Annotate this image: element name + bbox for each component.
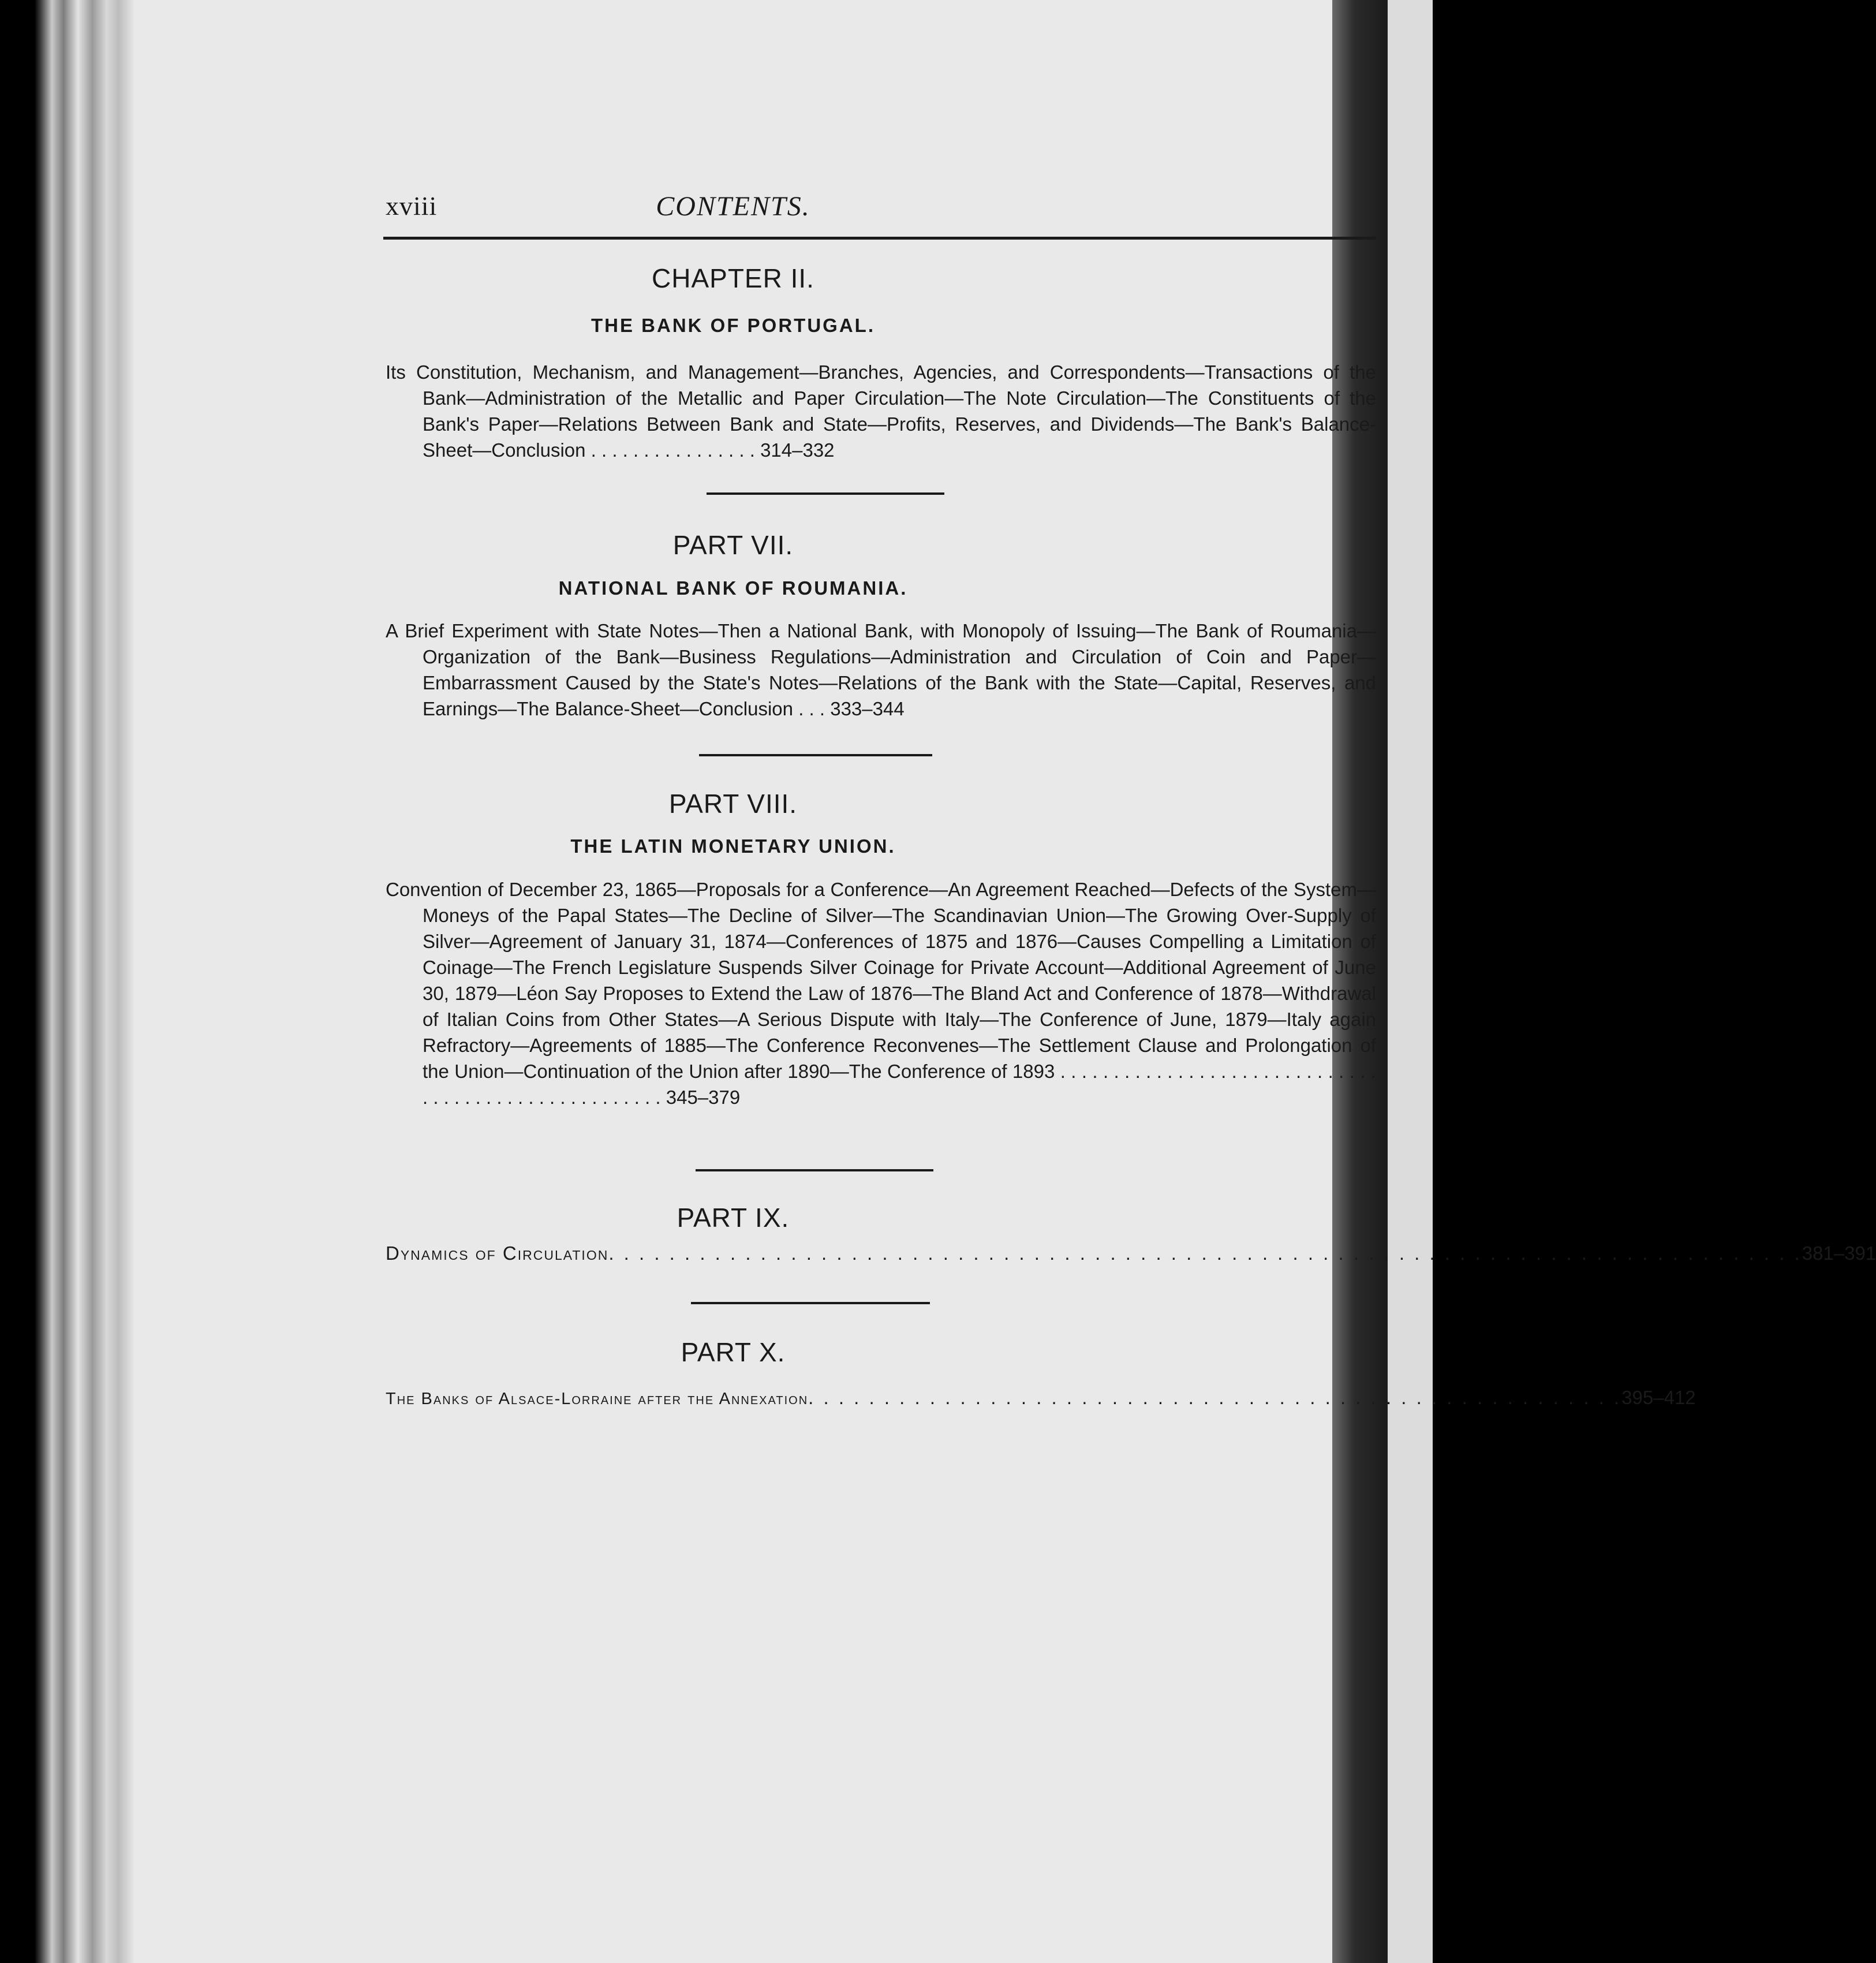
part-10-entry (386, 1384, 1696, 1412)
page-folio: xviii (386, 191, 438, 221)
part-9-pages: 381–391 (1802, 1242, 1876, 1264)
section-divider (696, 1169, 933, 1171)
part-7-subheading: NATIONAL BANK OF ROUMANIA. (558, 577, 908, 599)
part-8-heading: PART VIII. (668, 789, 798, 819)
part-10-pages: 395–412 (1621, 1387, 1696, 1408)
scan-right-edge (1433, 0, 1452, 1963)
section-divider (707, 492, 944, 495)
section-divider (699, 754, 932, 756)
part-8-entry: Convention of December 23, 1865—Proposals for a Conference—An Agreement Reached—Defects of the System—Moneys of the Papal States—The Decline of Silver—The Scandinavian Union—The Growing Over-Supply of Silver—Agreement of January 31, 1874—Conferences of 1875 and 1876—Causes Compelling a Limitation of Coinage—The French Legislature Suspends Silver Coinage for Private Account—Additional Agreement of June 30, 1879—Léon Say Proposes to Extend the Law of 1876—The Bland Act and Conference of 1878—Withdrawal of Italian Coins from Other States—A Serious Dispute with Italy—The Conference of June, 1879—Italy again Refractory—Agreements of 1885—The Conference Reconvenes—The Settlement Clause and Prolongation of the Union—Continuation of the Union after 1890—The Conference of 1893 . . . . . . . . . . . . . . . . . . . . . . . . . . . . . . . . . . . . . . . . . . . . . . . . . . . . . 345–379 (386, 879, 1377, 1108)
chapter-2-heading: CHAPTER II. (652, 263, 814, 293)
book-page (134, 0, 1876, 1963)
chapter-2-summary: Its Constitution, Mechanism, and Management—Branches, Agencies, and Correspondents—Transactions of the Bank—Administration of the Metallic and Paper Circulation—The Note Circulation—The Constituents of the Bank's Paper—Relations Between Bank and State—Profits, Reserves, and Dividends—The Bank's Balance-Sheet—Conclusion (386, 361, 1376, 461)
scan-left-edge (0, 0, 134, 1963)
chapter-2-pages: 314–332 (760, 439, 835, 461)
part-8-summary: Convention of December 23, 1865—Proposals for a Conference—An Agreement Reached—Defects of the System—Moneys of the Papal States—The Decline of Silver—The Scandinavian Union—The Growing Over-Supply of Silver—Agreement of January 31, 1874—Conferences of 1875 and 1876—Causes Compelling a Limitation of Coinage—The French Legislature Suspends Silver Coinage for Private Account—Additional Agreement of June 30, 1879—Léon Say Proposes to Extend the Law of 1876—The Bland Act and Conference of 1878—Withdrawal of Italian Coins from Other States—A Serious Dispute with Italy—The Conference of June, 1879—Italy again Refractory—Agreements of 1885—The Conference Reconvenes—The Settlement Clause and Prolongation of the Union—Continuation of the Union after 1890—The Conference of 1893 (386, 879, 1376, 1082)
part-7-summary: A Brief Experiment with State Notes—Then a National Bank, with Monopoly of Issuing—The Bank of Roumania—Organization of the Bank—Business Regulations—Administration and Circulation of Coin and Paper—Embarrassment Caused by the State's Notes—Relations of the Bank with the State—Capital, Reserves, and Earnings—The Balance-Sheet—Conclusion (386, 620, 1376, 719)
part-9-entry (386, 1240, 1876, 1266)
part-7-entry: A Brief Experiment with State Notes—Then a National Bank, with Monopoly of Issuing—The Bank of Roumania—Organization of the Bank—Business Regulations—Administration and Circulation of Coin and Paper—Embarrassment Caused by the State's Notes—Relations of the Bank with the State—Capital, Reserves, and Earnings—The Balance-Sheet—Conclusion . . . 333–344 (386, 620, 1376, 719)
section-divider (691, 1302, 930, 1304)
chapter-2-subheading: THE BANK OF PORTUGAL. (591, 315, 875, 336)
leader-dots: . . . . . . . . . . . . . . . . . . . . . . . . . . . . . . . . . . . . . . . . . . . . . . . . . . . . . . . . . . . . . . . . . . . . . . . . . . . . . . . (608, 1242, 1802, 1264)
part-10-title: The Banks of Alsace-Lorraine after the Annexation (386, 1390, 809, 1408)
part-8-pages: 345–379 (666, 1087, 741, 1108)
part-9-heading: PART IX. (677, 1203, 790, 1233)
chapter-2-entry: Its Constitution, Mechanism, and Management—Branches, Agencies, and Correspondents—Transactions of the Bank—Administration of the Metallic and Paper Circulation—The Note Circulation—The Constituents of the Bank's Paper—Relations Between Bank and State—Profits, Reserves, and Dividends—The Bank's Balance-Sheet—Conclusion . . . . . . . . . . . . . . . . 314–332 (386, 361, 1376, 461)
part-9-title: Dynamics of Circulation (386, 1242, 609, 1264)
header-rule (383, 237, 1376, 240)
part-10-heading: PART X. (681, 1337, 786, 1367)
part-7-heading: PART VII. (672, 530, 794, 560)
part-7-pages: 333–344 (830, 698, 905, 719)
page-running-title: CONTENTS. (656, 191, 810, 222)
leader-dots: . . . . . . . . . . . . . . . . . . . . . . . . . . . . . . . . . . . . . . . . . . . . . . . . . . . . . . (808, 1387, 1622, 1408)
part-8-subheading: THE LATIN MONETARY UNION. (570, 835, 896, 857)
scan-facing-page (1388, 0, 1433, 1963)
